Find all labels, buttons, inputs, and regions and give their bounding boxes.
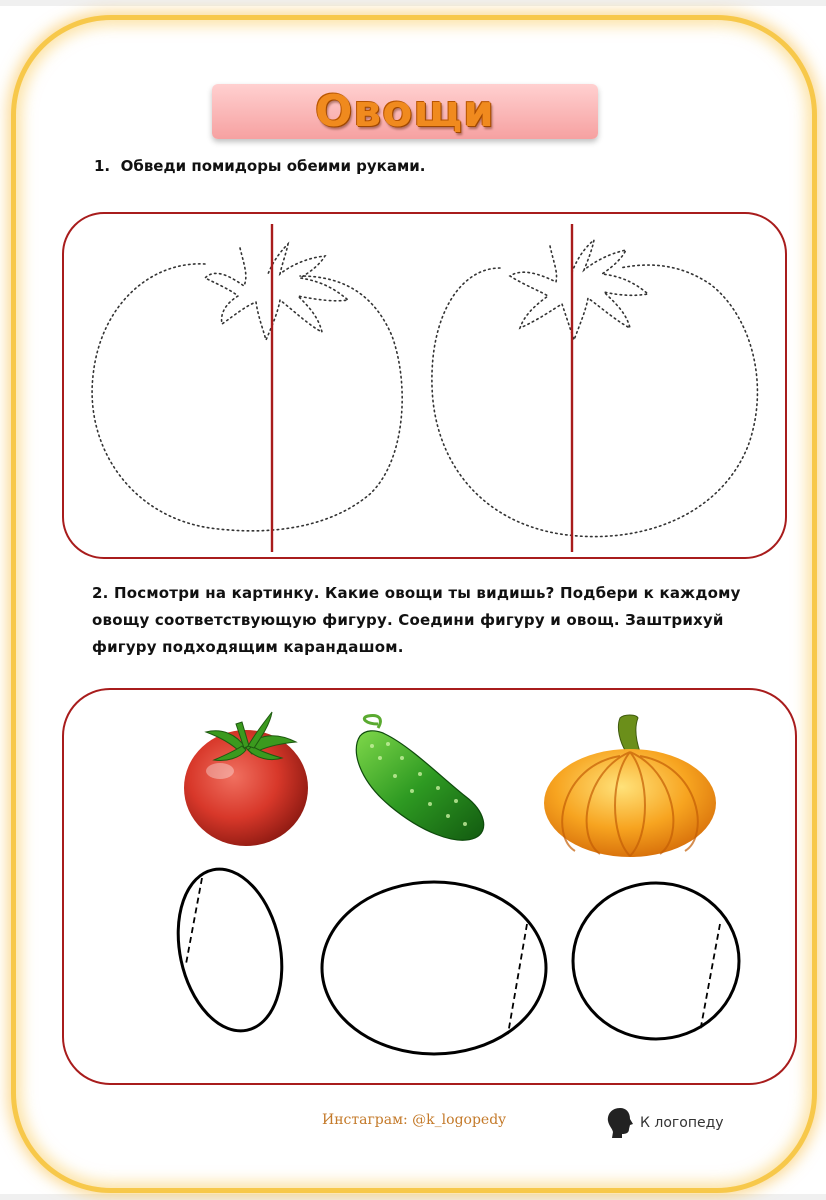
dashed-lines bbox=[186, 878, 720, 1034]
tall-oval-shape bbox=[164, 859, 296, 1040]
tomato-picture bbox=[184, 712, 308, 846]
task-2-text: Посмотри на картинку. Какие овощи ты видишь? Подбери к каждому овощу соответствующую фигуру. Соедини фигуру и овощ. Заштрихуй фигуру подходящим карандашом. bbox=[92, 584, 741, 656]
dotted-tomato-right bbox=[432, 240, 758, 537]
page-title: Овощи bbox=[315, 86, 495, 137]
task-1-number: 1. bbox=[94, 157, 111, 175]
circle-shape bbox=[573, 883, 739, 1039]
logo-text: К логопеду bbox=[640, 1115, 724, 1131]
drawings-layer bbox=[0, 6, 826, 1194]
instagram-handle: Инстаграм: @k_logopedy bbox=[322, 1112, 507, 1128]
task-1-text: Обведи помидоры обеими руками. bbox=[120, 157, 426, 175]
task-2-number: 2. bbox=[92, 584, 109, 602]
wide-oval-shape bbox=[322, 882, 546, 1054]
worksheet-page bbox=[0, 6, 826, 1194]
cucumber-picture bbox=[356, 716, 483, 841]
footer-logo bbox=[606, 1106, 724, 1140]
dotted-tomato-left bbox=[92, 244, 402, 531]
shapes bbox=[164, 859, 739, 1054]
head-silhouette-icon bbox=[606, 1106, 636, 1140]
pumpkin-picture bbox=[544, 715, 716, 857]
